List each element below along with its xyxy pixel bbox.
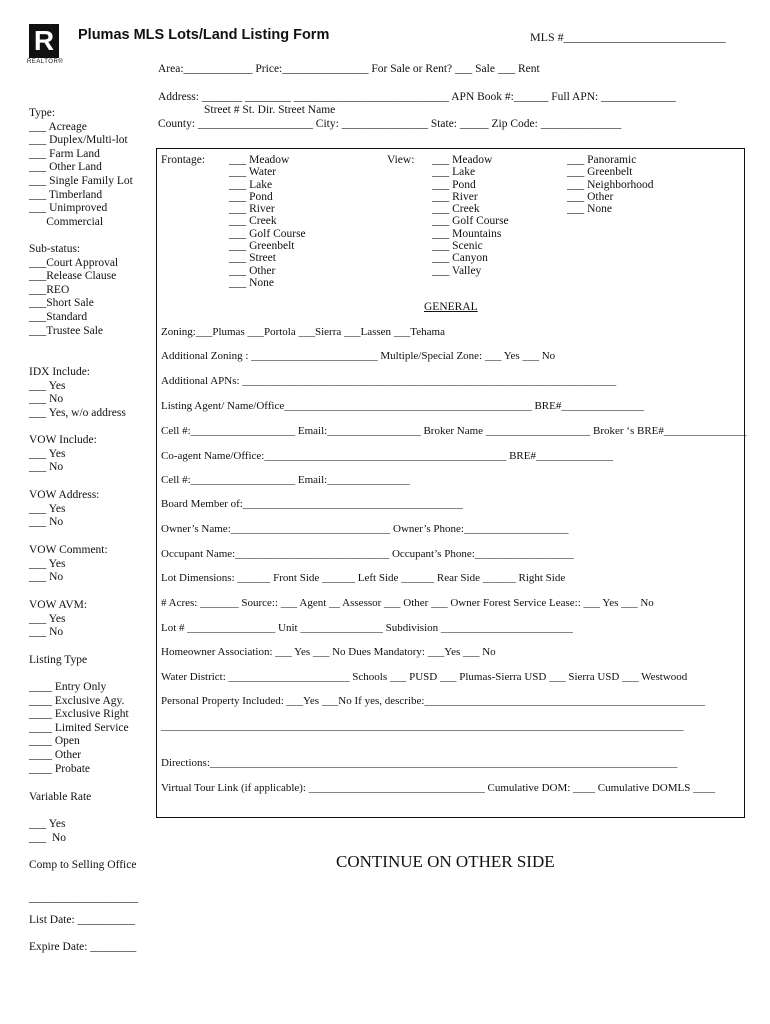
virtual-tour-row[interactable]: Virtual Tour Link (if applicable): ________________________________ Cumulative DOM: ____ Cumulative DOMLS ____ (161, 782, 716, 794)
address-line[interactable]: Address: _______ ________ ___________________________ APN Book #:______ Full APN: _____________ (158, 91, 676, 103)
list-date-field[interactable]: List Date: __________ (29, 914, 136, 926)
comp-label: Comp to Selling Office (29, 859, 137, 871)
directions-row[interactable]: Directions:_____________________________________________________________________________________ (161, 757, 678, 769)
county-line[interactable]: County: ____________________ City: _______________ State: _____ Zip Code: ______________ (158, 118, 622, 130)
vow-comment-block[interactable]: VOW Comment: ___ Yes ___ No (29, 544, 108, 584)
realtor-logo-letter: R (33, 25, 55, 56)
acres-source-row[interactable]: # Acres: _______ Source:: ___ Agent __ Assessor ___ Other ___ Owner Forest Service Lease:: ___ Yes ___ No (161, 597, 654, 609)
area-price-line[interactable]: Area:____________ Price:_______________ For Sale or Rent? ___ Sale ___ Rent (158, 63, 540, 75)
coagent-cell-email-row[interactable]: Cell #:___________________ Email:_______________ (161, 474, 410, 486)
vow-include-block[interactable]: VOW Include: ___ Yes ___ No (29, 434, 97, 474)
address-sublabels: Street # St. Dir. Street Name (204, 104, 336, 116)
agent-cell-email-row[interactable]: Cell #:___________________ Email:_________________ Broker Name ___________________ Broker ‘s BRE#_______________ (161, 425, 747, 437)
expire-date-field[interactable]: Expire Date: ________ (29, 941, 137, 953)
type-block[interactable]: Type: ___ Acreage ___ Duplex/Multi-lot ___ Farm Land ___ Other Land ___ Single Family Lot ___ Timberland ___ Unimproved Commercial (29, 107, 133, 228)
comp-field[interactable]: ___________________ (29, 892, 139, 904)
listing-agent-row[interactable]: Listing Agent/ Name/Office_____________________________________________ BRE#_______________ (161, 400, 644, 412)
frontage-options[interactable]: ___ Meadow ___ Water ___ Lake ___ Pond ___ River ___ Creek ___ Golf Course ___ Greenbelt ___ Street ___ Other ___ None (229, 154, 306, 289)
listing-type-block[interactable]: ____ Entry Only ____ Exclusive Agy. ____ Exclusive Right ____ Limited Service ____ Open ____ Other ____ Probate (29, 681, 129, 775)
hoa-row[interactable]: Homeowner Association: ___ Yes ___ No Dues Mandatory: ___Yes ___ No (161, 646, 496, 658)
personal-property-row[interactable]: Personal Property Included: ___Yes ___No If yes, describe:___________________________________________________ (161, 695, 705, 707)
lot-unit-subdivision-row[interactable]: Lot # ________________ Unit _______________ Subdivision ________________________ (161, 622, 573, 634)
substatus-block[interactable]: Sub-status: ___Court Approval ___Release Clause ___REO ___Short Sale ___Standard ___Trustee Sale (29, 243, 119, 337)
additional-apns-row[interactable]: Additional APNs: ____________________________________________________________________ (161, 375, 617, 387)
additional-zoning-row[interactable]: Additional Zoning : _______________________ Multiple/Special Zone: ___ Yes ___ No (161, 350, 556, 362)
lot-dimensions-row[interactable]: Lot Dimensions: ______ Front Side ______ Left Side ______ Rear Side ______ Right Side (161, 572, 566, 584)
vow-avm-block[interactable]: VOW AVM: ___ Yes ___ No (29, 599, 88, 639)
general-heading: GENERAL (424, 301, 478, 313)
variable-rate-label: Variable Rate (29, 791, 92, 803)
owner-row[interactable]: Owner’s Name:_____________________________ Owner’s Phone:___________________ (161, 523, 569, 535)
occupant-row[interactable]: Occupant Name:____________________________ Occupant’s Phone:__________________ (161, 548, 574, 560)
coagent-row[interactable]: Co-agent Name/Office:____________________________________________ BRE#______________ (161, 450, 613, 462)
describe-continuation-row[interactable]: _______________________________________________________________________________________________ (161, 720, 684, 732)
continue-notice: CONTINUE ON OTHER SIDE (336, 852, 555, 871)
view-options-a[interactable]: ___ Meadow ___ Lake ___ Pond ___ River ___ Creek ___ Golf Course ___ Mountains ___ Scenic ___ Canyon ___ Valley (432, 154, 509, 277)
realtor-caption: REALTOR® (27, 59, 64, 65)
form-title: Plumas MLS Lots/Land Listing Form (78, 27, 330, 43)
vow-address-block[interactable]: VOW Address: ___ Yes ___ No (29, 489, 100, 529)
view-label: View: (387, 154, 415, 166)
mls-number-field[interactable]: MLS #___________________________ (530, 30, 726, 44)
realtor-logo (29, 24, 59, 58)
listing-type-label: Listing Type (29, 654, 88, 666)
water-schools-row[interactable]: Water District: ______________________ Schools ___ PUSD ___ Plumas-Sierra USD ___ Sierra USD ___ Westwood (161, 671, 688, 683)
variable-rate-block[interactable]: ___ Yes ___ No (29, 818, 67, 844)
idx-include-block[interactable]: IDX Include: ___ Yes ___ No ___ Yes, w/o address (29, 366, 126, 419)
zoning-row[interactable]: Zoning:___Plumas ___Portola ___Sierra ___Lassen ___Tehama (161, 326, 445, 338)
view-options-b[interactable]: ___ Panoramic ___ Greenbelt ___ Neighborhood ___ Other ___ None (567, 154, 654, 216)
board-member-row[interactable]: Board Member of:________________________________________ (161, 498, 463, 510)
frontage-label: Frontage: (161, 154, 206, 166)
